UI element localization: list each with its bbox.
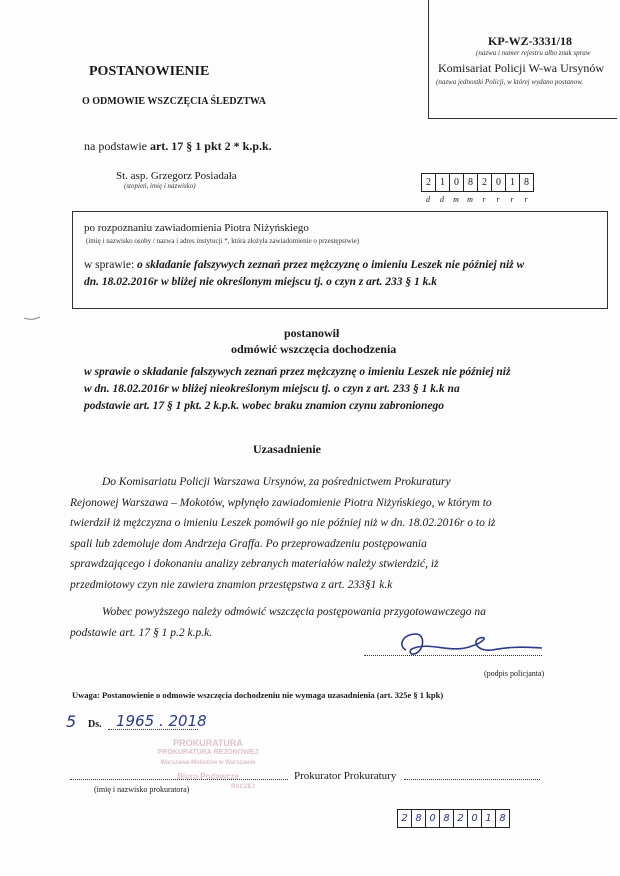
date-digit: 1 (505, 173, 519, 192)
receipt-date-digit: 2 (397, 809, 411, 828)
receipt-date-digit: 0 (425, 809, 439, 828)
header-box (428, 0, 617, 119)
justification-line: Rejonowej Warszawa – Mokotów, wpłynęło zawiadomienie Piotra Niżyńskiego, w którym to (70, 496, 492, 509)
notification-note: (imię i nazwisko osoby / nazwa i adres instytucji *, która złożyła zawiadomienie o przestępstwie) (86, 237, 360, 245)
officer-signature-icon (392, 626, 552, 662)
receipt-date-digit: 8 (411, 809, 425, 828)
receipt-date-digit: 2 (453, 809, 467, 828)
receipt-date-digit: 8 (439, 809, 453, 828)
ds-prefix: 5 (66, 712, 77, 731)
justification-line: podstawie art. 17 § 1 p.2 k.p.k. (70, 626, 213, 639)
note-text: Postanowienie o odmowie wszczęcia dochodzeniu nie wymaga uzasadnienia (art. 325e § 1 kpk) (101, 690, 444, 700)
date-digit: 1 (435, 173, 449, 192)
decision-line-3: podstawie art. 17 § 1 pkt. 2 k.p.k. wobec braku znamion czynu zabronionego (84, 400, 445, 412)
justification-title: Uzasadnienie (253, 442, 322, 456)
matter-line-1 (84, 259, 524, 271)
unit-note: (nazwa jednostki Policji, w której wydano postanow. (436, 78, 583, 86)
legal-basis-article: art. 17 § 1 pkt 2 * k.p.k. (149, 139, 272, 153)
note-label: Uwaga: (72, 690, 100, 700)
receipt-date-digit: 0 (467, 809, 481, 828)
decision-date-boxes (421, 173, 534, 192)
receipt-date-digit: 8 (495, 809, 510, 828)
date-label: d (426, 195, 430, 204)
justification-line: twierdził iż mężczyzna o imieniu Leszek pomówił go nie później niż w dn. 18.02.2016r o to iż (70, 517, 496, 529)
officer-note: (stopień, imię i nazwisko) (124, 182, 196, 190)
scan-mark-icon (22, 312, 42, 322)
case-number-note: (nazwa i numer rejestru albo znak spraw (476, 49, 591, 57)
date-digit: 0 (491, 173, 505, 192)
stamp-line: Warszawa-Mokotów w Warszawie (160, 760, 256, 766)
stamp-line: PROKURATURA REJONOWEJ (157, 749, 259, 756)
date-label: r (482, 195, 486, 204)
date-label: r (496, 195, 500, 204)
justification-paragraph-1 (70, 472, 542, 595)
signature-caption: (podpis policjanta) (484, 669, 545, 678)
date-label: r (524, 195, 528, 204)
document-subtitle: O ODMOWIE WSZCZĘCIA ŚLEDZTWA (82, 96, 267, 107)
decision-line-2: w dn. 18.02.2016r w bliżej nieokreślonym miejscu tj. o czyn z art. 233 § 1 k.k na (84, 383, 460, 395)
legal-basis-prefix: na podstawie (84, 139, 150, 153)
date-digit: 8 (463, 173, 477, 192)
notification-line: po rozpoznaniu zawiadomienia Piotra Niżyńskiego (84, 222, 309, 234)
decision-line-1: w sprawie o składanie fałszywych zeznań przez mężczyznę o imieniu Leszek nie później niż (84, 366, 511, 378)
ds-number: 1965 . 2018 (116, 712, 207, 730)
prosecutor-name-line (70, 779, 288, 780)
prosecutor-office-stamp (138, 738, 278, 792)
stamp-line: Biuro Podawcze (177, 772, 239, 781)
date-label: r (510, 195, 514, 204)
date-digit: 2 (421, 173, 435, 192)
case-number: KP-WZ-3331/18 (488, 34, 572, 48)
decision-title-2: odmówić wszczęcia dochodzenia (231, 342, 397, 356)
receipt-date-digit: 1 (481, 809, 495, 828)
unit-name: Komisariat Policji W-wa Ursynów (438, 61, 605, 75)
ds-label: Ds. (88, 719, 102, 730)
date-digit: 2 (477, 173, 491, 192)
prosecutor-office-line (404, 779, 540, 780)
stamp-line: PROKURATURA (173, 738, 243, 748)
stamp-line: RACZEJ (230, 784, 255, 790)
matter-prefix: w sprawie: (84, 259, 138, 271)
receipt-date-boxes (397, 809, 510, 828)
matter-line-2: dn. 18.02.2016r w bliżej nie określonym miejscu tj. o czyn z art. 233 § 1 k.k (84, 276, 438, 288)
date-label: d (440, 195, 444, 204)
justification-line: spali lub zdemoluje dom Andrzeja Graffa. Po przeprowadzeniu postępowania (70, 537, 427, 550)
officer-name: St. asp. Grzegorz Posiadała (116, 170, 237, 182)
prosecutor-caption: (imię i nazwisko prokuratora) (94, 785, 190, 794)
note-line (72, 690, 443, 700)
decision-title-1: postanowił (284, 326, 340, 340)
justification-line: Wobec powyższego należy odmówić wszczęcia postępowania przygotowawczego na (102, 606, 486, 618)
legal-basis (84, 139, 272, 154)
date-label: m (467, 195, 473, 204)
justification-line: sprawdzającego i dokonaniu analizy zebranych materiałów należy stwierdzić, iż (70, 558, 439, 570)
justification-line: Do Komisariatu Policji Warszawa Ursynów, za pośrednictwem Prokuratury (102, 476, 451, 488)
date-box-labels (421, 195, 533, 204)
date-digit: 0 (449, 173, 463, 192)
prosecutor-label: Prokurator Prokuratury (294, 770, 397, 782)
date-digit: 8 (519, 173, 534, 192)
justification-line: przedmiotowy czyn nie zawiera znamion przestępstwa z art. 233§1 k.k (70, 578, 393, 591)
matter-text-1: o składanie fałszywych zeznań przez mężczyznę o imieniu Leszek nie później niż w (137, 259, 525, 271)
document-title: POSTANOWIENIE (89, 64, 210, 79)
date-label: m (453, 195, 459, 204)
